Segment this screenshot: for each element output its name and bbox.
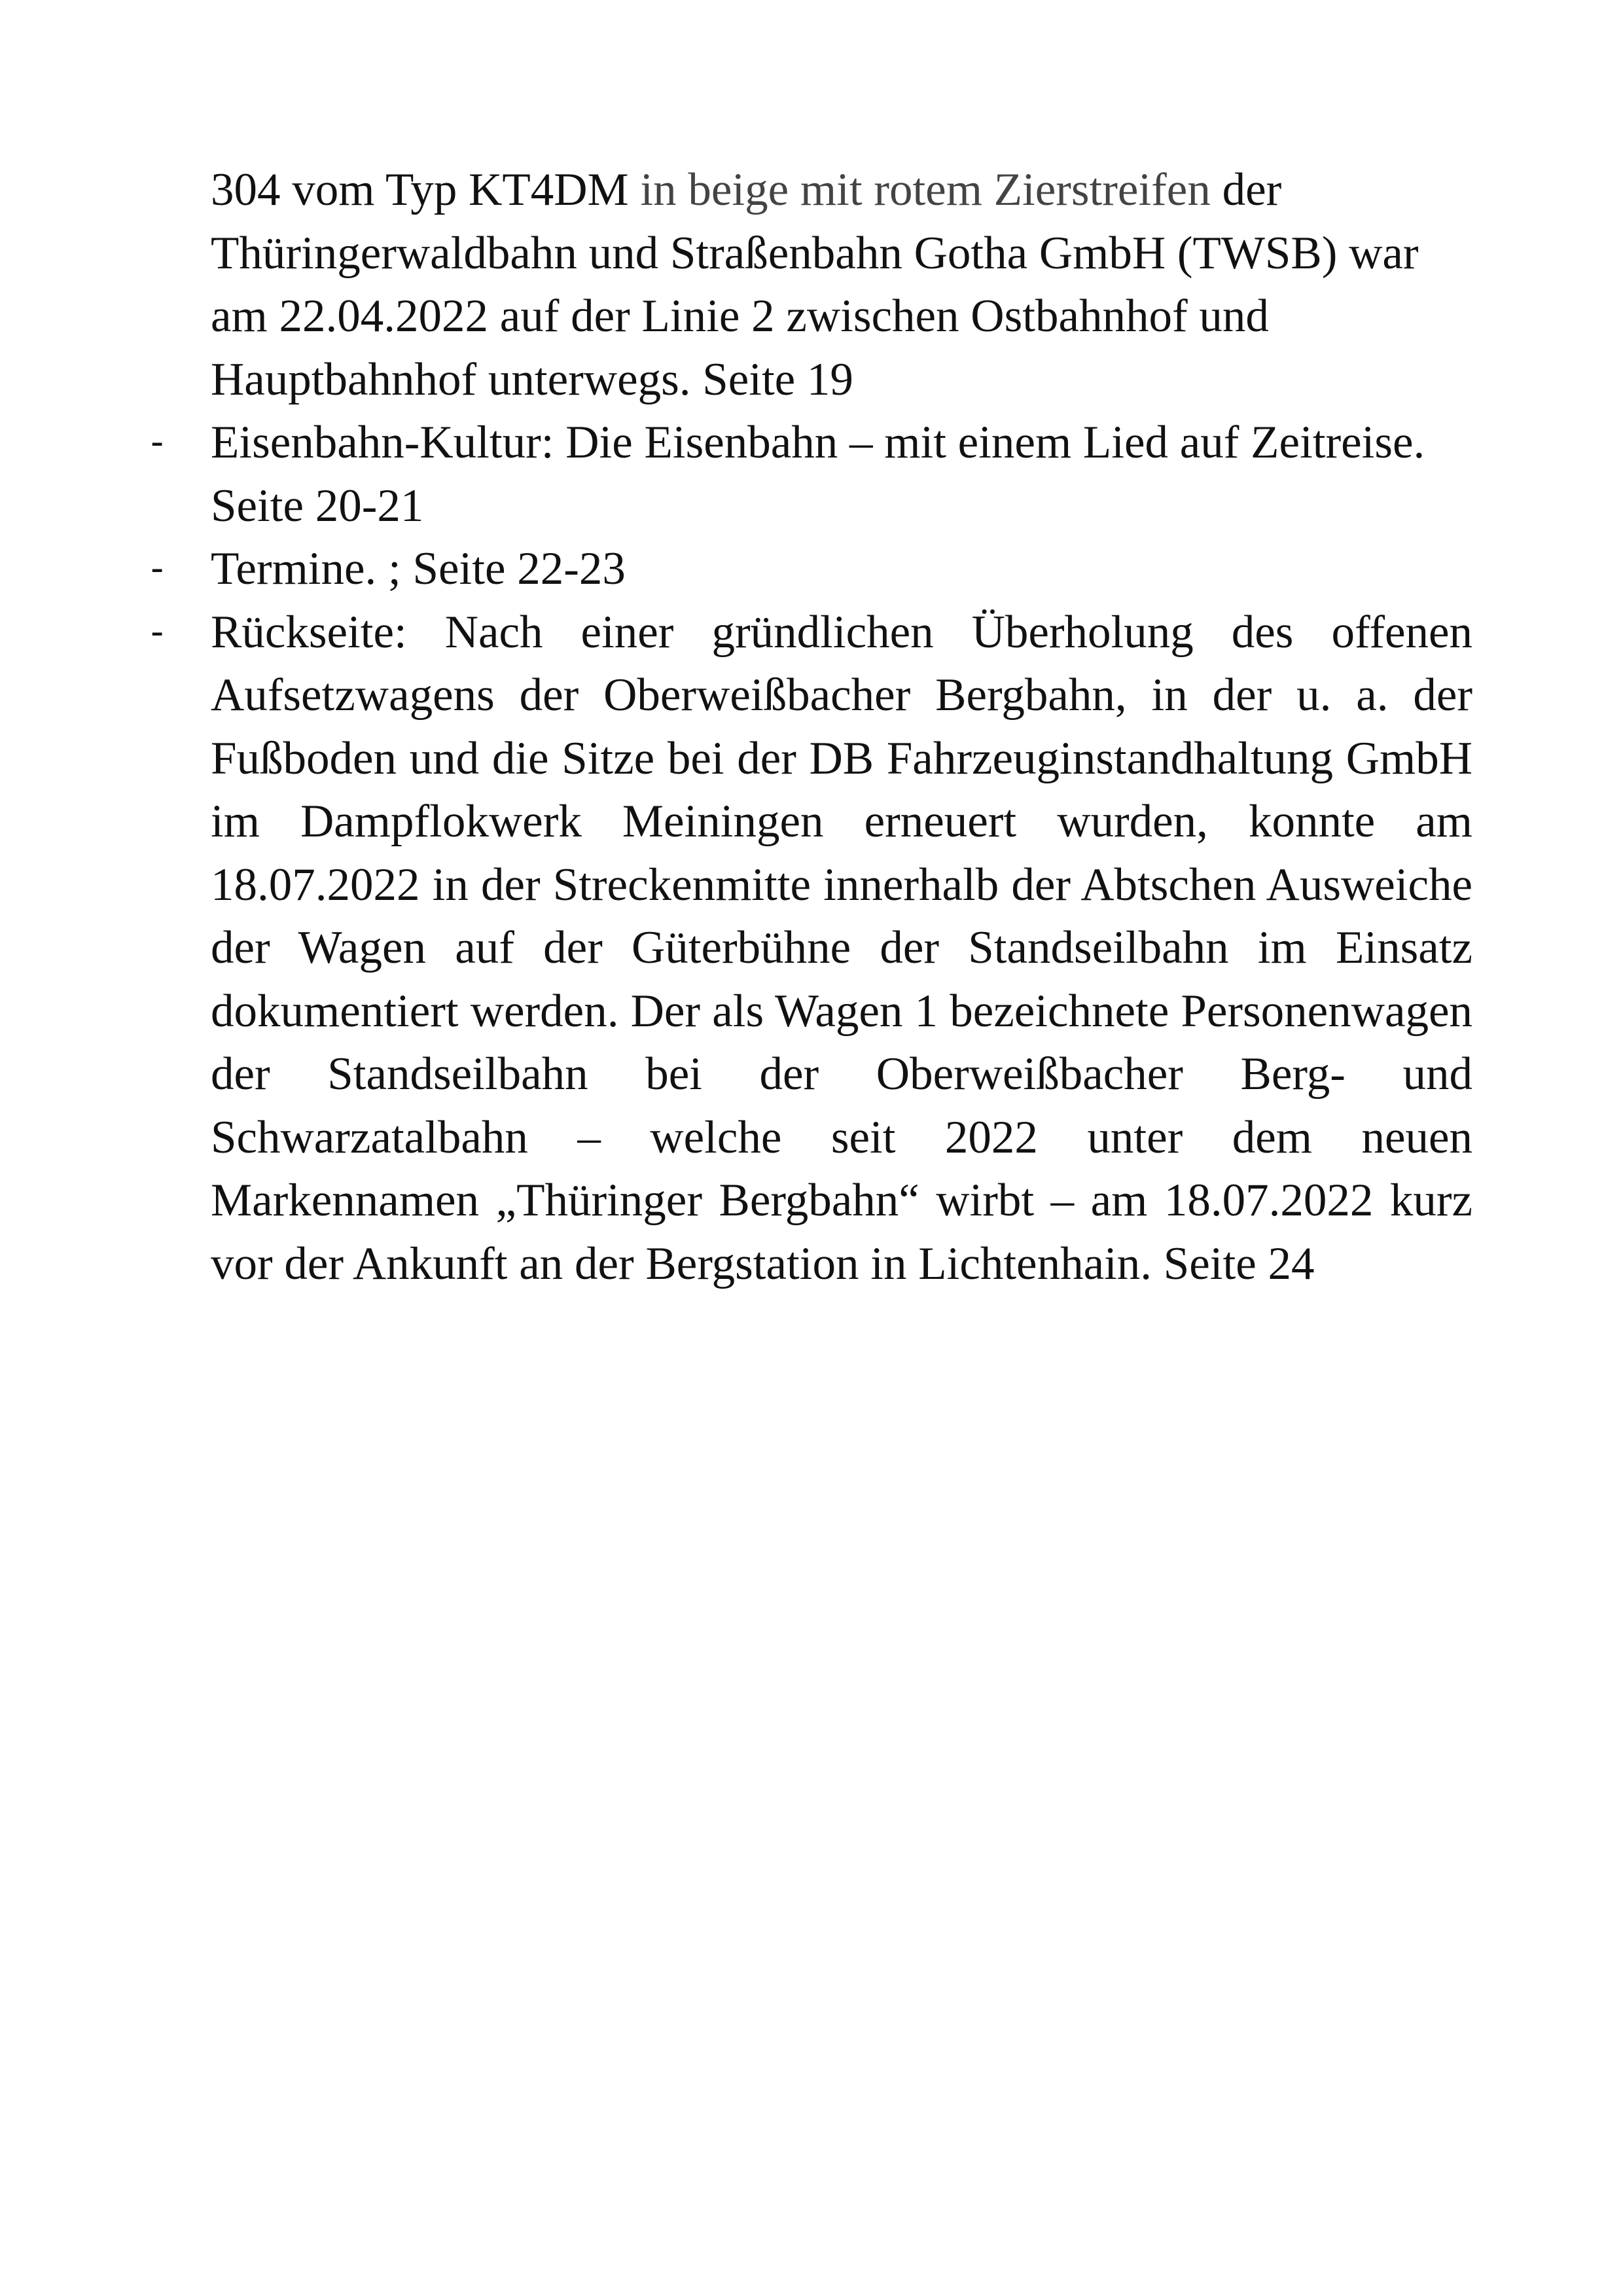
document-body (151, 158, 1472, 1295)
list-item-text: Rückseite: Nach einer gründlichen Überholung des offenen Aufsetzwagens der Oberweißbacher Bergbahn, in der u. a. der Fußboden und die Sitze bei der DB Fahrzeuginstandhaltung GmbH im Dampflokwerk Meiningen erneuert wurden, konnte am 18.07.2022 in der Streckenmitte innerhalb der Abtschen Ausweiche der Wagen auf der Güterbühne der Standseilbahn im Einsatz dokumentiert werden. Der als Wagen 1 bezeichnete Personenwagen der Standseilbahn bei der Oberweißbacher Berg- und Schwarzatalbahn – welche seit 2022 unter dem neuen Markennamen „Thüringer Bergbahn“ wirbt – am 18.07.2022 kurz vor der Ankunft an der Bergstation in Lichtenhain. Seite 24 (211, 606, 1472, 1289)
dash-bullet: - (151, 547, 164, 590)
continued-text-part-3: der Thüringerwaldbahn und Straßenbahn Gotha GmbH (TWSB) war am 22.04.2022 auf der Linie 2 zwischen Ostbahnhof und Hauptbahnhof unterwegs. Seite 19 (211, 164, 1419, 405)
dash-bullet: - (151, 421, 164, 463)
list-item (151, 601, 1472, 1296)
list-item (151, 537, 1472, 601)
list-item (151, 411, 1472, 537)
list-item-text: Eisenbahn-Kultur: Die Eisenbahn – mit einem Lied auf Zeitreise. Seite 20-21 (211, 417, 1425, 531)
continued-text-part-2: in beige mit rotem Zierstreifen (628, 164, 1211, 215)
list-item-text: Termine. ; Seite 22-23 (211, 543, 626, 594)
content-list (151, 411, 1472, 1295)
dash-bullet: - (151, 610, 164, 653)
continued-text-part-1: 304 vom Typ KT4DM (211, 164, 629, 215)
continued-paragraph (211, 158, 1472, 411)
